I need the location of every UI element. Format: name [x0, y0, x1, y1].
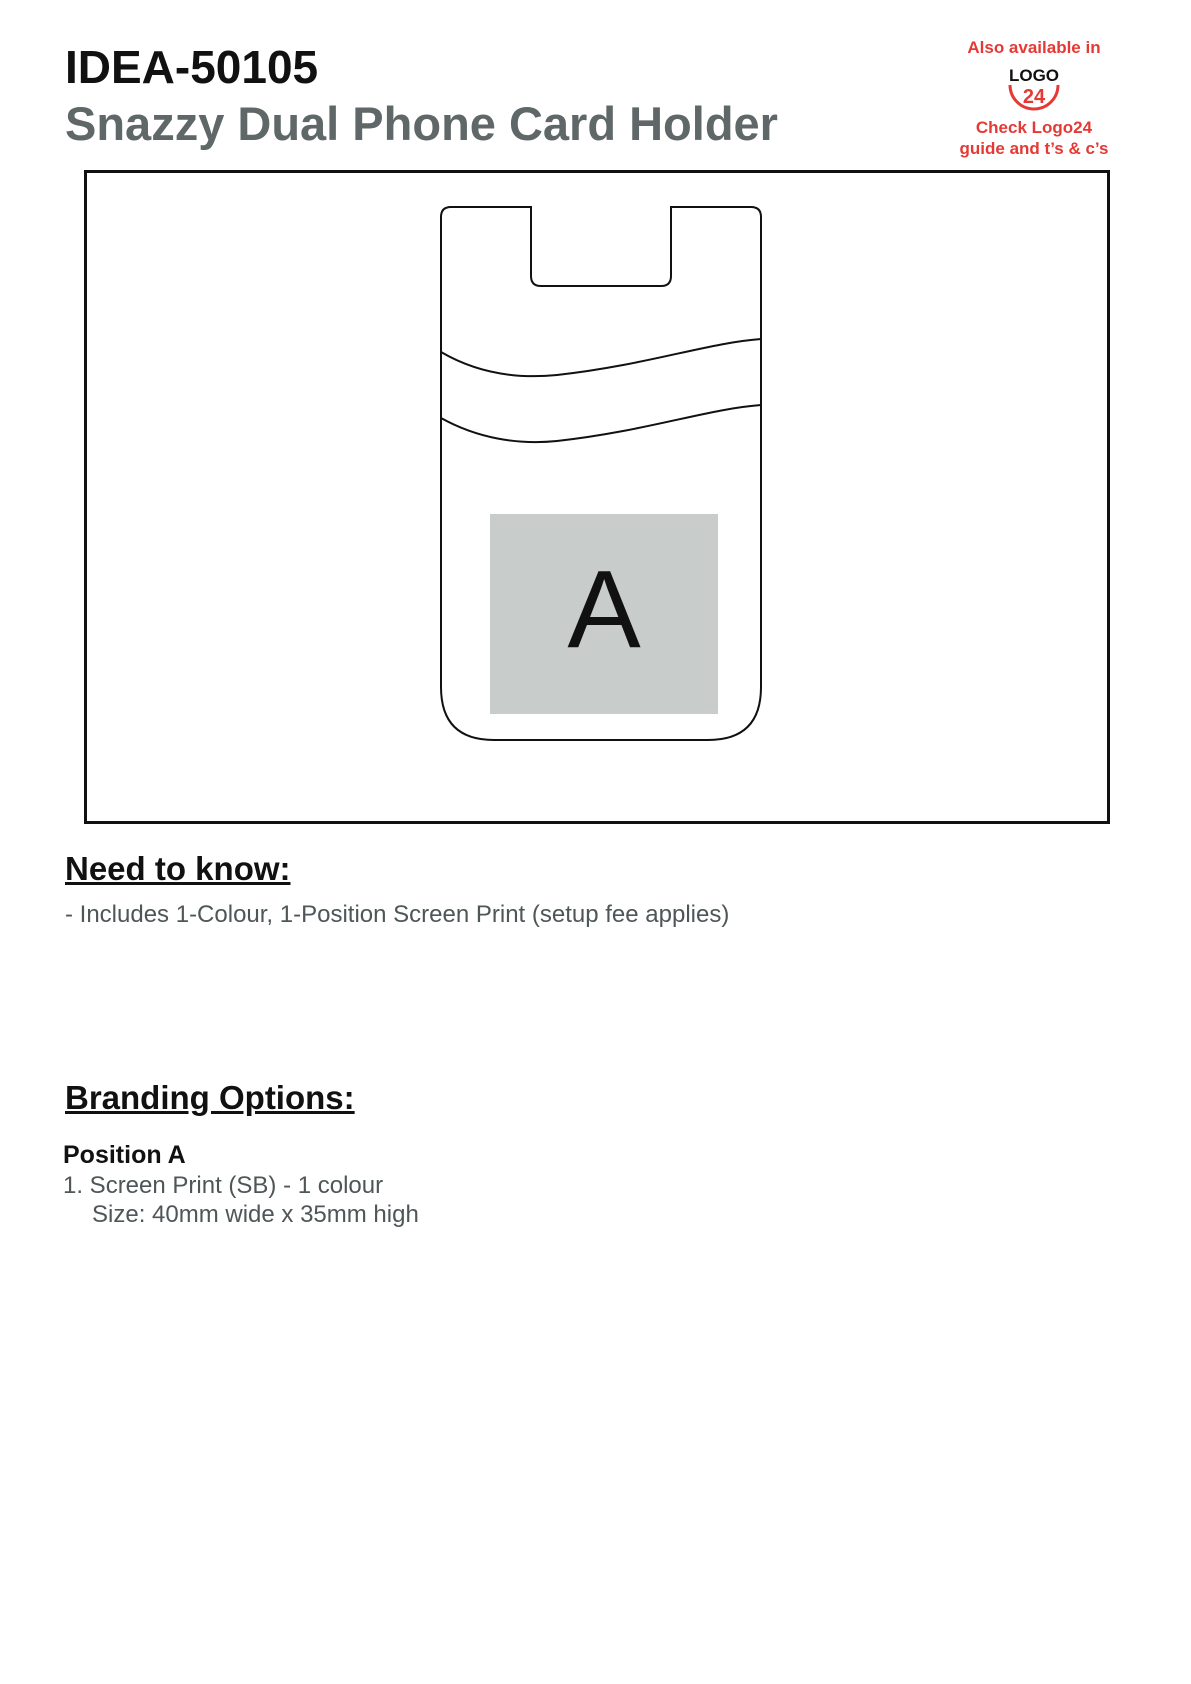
product-code: IDEA-50105 — [65, 41, 319, 93]
position-a-title: Position A — [63, 1141, 186, 1169]
card-holder-drawing — [87, 173, 1107, 821]
pocket-line-upper — [441, 339, 761, 376]
logo24-available-text: Also available in — [967, 38, 1101, 57]
logo24-check-line-1: Check Logo24 — [975, 118, 1093, 137]
product-diagram-frame — [84, 170, 1110, 824]
logo24-logo-number: 24 — [1022, 86, 1046, 108]
logo24-logo-icon — [1002, 63, 1066, 113]
logo24-logo-word: LOGO — [1008, 66, 1060, 85]
product-name: Snazzy Dual Phone Card Holder — [65, 97, 778, 150]
need-to-know-item: - Includes 1-Colour, 1-Position Screen Print (setup fee applies) — [65, 901, 730, 928]
logo24-badge — [944, 38, 1124, 159]
print-area-label: A — [567, 548, 641, 671]
branding-option-line: 1. Screen Print (SB) - 1 colour — [63, 1172, 384, 1199]
branding-size-line: Size: 40mm wide x 35mm high — [92, 1201, 419, 1228]
pocket-line-lower — [441, 405, 761, 442]
logo24-check-line-2: guide and t’s & c’s — [959, 139, 1109, 158]
need-to-know-heading: Need to know: — [65, 850, 291, 887]
branding-options-heading: Branding Options: — [65, 1079, 355, 1116]
